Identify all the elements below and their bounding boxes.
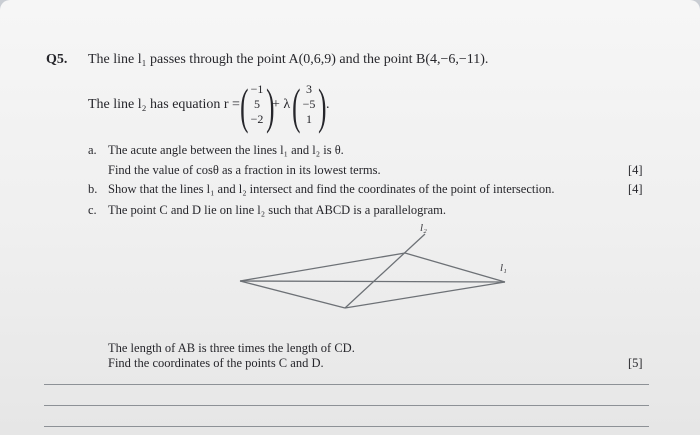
vector-component: −2 [250, 112, 264, 126]
part-a-label: a. [88, 143, 97, 157]
equation-period: . [326, 97, 330, 112]
followup-line-2: Find the coordinates of the points C and D. [108, 356, 324, 370]
vector-component: −1 [250, 82, 264, 96]
equation-label: The line l₂ has equation r = [88, 97, 240, 112]
part-a-marks: [4] [628, 163, 643, 177]
label-l2: l₂ [420, 222, 427, 234]
vector-component: −5 [302, 97, 316, 111]
side-da [240, 281, 345, 308]
question-intro: The line l₁ passes through the point A(0,6,9) and the point B(4,−6,−11). [88, 52, 489, 67]
label-l1: l₁ [500, 262, 507, 274]
question-number: Q5. [46, 52, 68, 67]
position-vector: ( ) −1 5 −2 [240, 78, 275, 134]
part-c-label: c. [88, 203, 97, 217]
part-b-line-1: Show that the lines l₁ and l₂ intersect and find the coordinates of the point of intersection. [108, 182, 555, 196]
followup-line-1: The length of AB is three times the length of CD. [108, 341, 355, 355]
part-a-line-1: The acute angle between the lines l₁ and l₂ is θ. [108, 143, 344, 157]
answer-line [44, 426, 649, 427]
part-a-line-2: Find the value of cosθ as a fraction in its lowest terms. [108, 163, 381, 177]
plus-lambda: + λ [272, 97, 291, 112]
side-ab [240, 253, 405, 281]
vector-component: 1 [306, 112, 312, 126]
answer-line [44, 405, 649, 406]
answer-line [44, 384, 649, 385]
direction-vector: ( ) 3 −5 1 [292, 78, 327, 134]
side-bc [405, 253, 505, 282]
part-b-marks: [4] [628, 182, 643, 196]
vector-component: 3 [306, 82, 312, 96]
part-b-label: b. [88, 182, 98, 196]
followup-marks: [5] [628, 356, 643, 370]
part-c-line-1: The point C and D lie on line l₂ such that ABCD is a parallelogram. [108, 203, 446, 217]
vector-component: 5 [254, 97, 260, 111]
